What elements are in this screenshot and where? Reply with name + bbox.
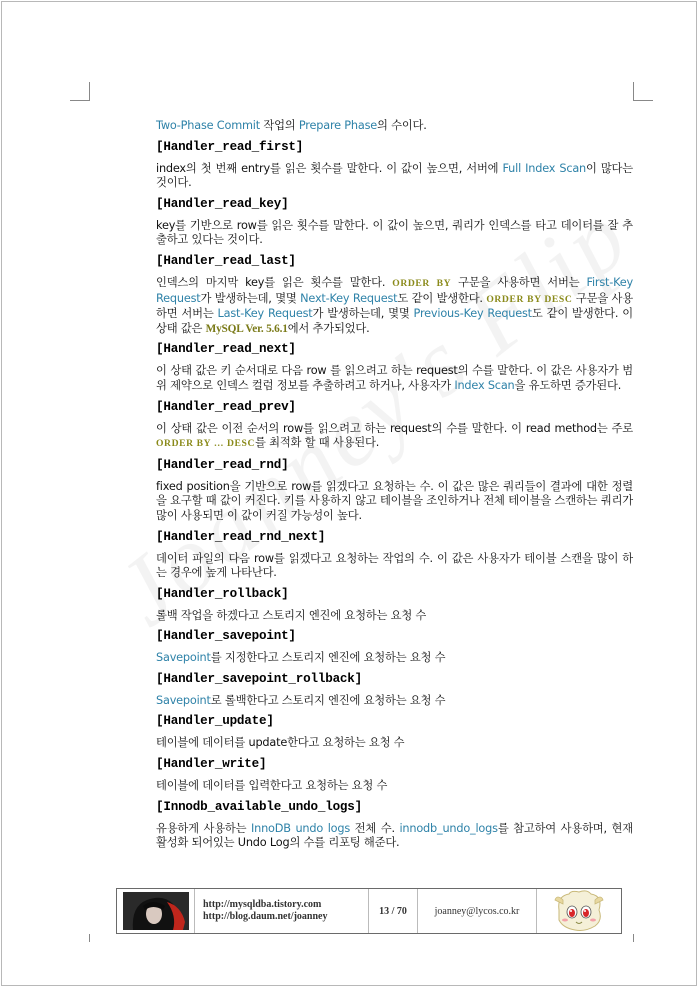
term-highlight: innodb_undo_logs — [399, 821, 498, 835]
body-paragraph — [156, 276, 633, 336]
text-run: 이 상태 값은 키 순서대로 다음 row 를 읽으려고 하는 request의 수를 말한다. 이 값은 사용자가 범위 제약으로 인덱스 컬럼 정보를 추출하려고 하거나, 사용자가 — [156, 364, 633, 392]
version-label: MySQL Ver. 5.6.1 — [205, 322, 288, 335]
section-heading: [Handler_read_key] — [156, 196, 289, 211]
term-highlight: Two-Phase Commit — [156, 119, 260, 132]
section-heading: [Handler_read_last] — [156, 253, 296, 268]
footer-url-daum[interactable]: http://blog.daum.net/joanney — [203, 911, 328, 922]
text-run: 데이터 파일의 다음 row를 읽겠다고 요청하는 작업의 수. 이 값은 사용자가 테이블 스캔을 많이 하는 경우에 높게 나타난다. — [156, 551, 633, 580]
text-run: 작업의 — [259, 119, 299, 132]
term-highlight: Previous-Key Request — [413, 307, 532, 321]
section-heading: [Handler_read_rnd_next] — [156, 529, 326, 544]
text-run: key를 기반으로 row를 읽은 횟수를 말한다. 이 값이 높으면, 쿼리가 인덱스를 타고 데이터를 잘 추출하고 있다는 것이다. — [156, 218, 633, 247]
section-heading: [Handler_read_rnd] — [156, 457, 289, 472]
body-paragraph — [156, 119, 633, 134]
text-run: 롤백 작업을 하겠다고 스토리지 엔진에 요청하는 요청 수 — [156, 608, 427, 622]
section-heading: [Handler_rollback] — [156, 586, 289, 601]
body-paragraph — [156, 219, 633, 248]
section-heading: [Handler_savepoint_rollback] — [156, 671, 363, 686]
text-run: 를 지정한다고 스토리지 엔진에 요청하는 요청 수 — [210, 651, 446, 665]
document-body — [156, 119, 633, 857]
text-run: 인덱스의 마지막 key를 읽은 횟수를 말한다. — [156, 275, 393, 289]
text-run: 를 최적화 할 때 사용된다. — [255, 436, 380, 450]
body-paragraph — [156, 609, 633, 624]
text-run: 구문을 사용하면 서버는 — [156, 291, 633, 321]
body-paragraph — [156, 480, 633, 524]
term-highlight: Full Index Scan — [502, 161, 587, 175]
crop-mark-top-left — [89, 82, 90, 101]
text-run: fixed position을 기반으로 row를 읽겠다고 요청하는 수. 이 값은 많은 쿼리들이 결과에 대한 정렬을 요구할 때 값이 커진다. 키를 사용하지 않고 테이블을 조인하거나 전체 테이블을 스캔하는 쿼리가 많이 사용되면 이 값이 커질 가능성이 높다. — [156, 479, 633, 522]
crop-mark-bottom-left — [89, 934, 90, 942]
text-run: 테이블에 데이터를 update한다고 요청하는 요청 수 — [156, 736, 405, 750]
section-heading: [Handler_write] — [156, 757, 267, 772]
crop-mark-top-left — [70, 100, 90, 101]
footer-email[interactable]: joanney@lycos.co.kr — [418, 889, 537, 933]
term-highlight: First-Key Request — [156, 275, 634, 305]
section-heading: [Handler_read_first] — [156, 139, 304, 154]
section-heading: [Handler_update] — [156, 714, 274, 729]
body-paragraph — [156, 552, 633, 581]
crop-mark-bottom-right — [633, 934, 634, 942]
section-heading: [Handler_read_prev] — [156, 399, 296, 414]
body-paragraph — [156, 822, 633, 851]
term-highlight: Last-Key Request — [217, 307, 313, 321]
body-paragraph — [156, 694, 633, 709]
footer-links — [195, 889, 369, 933]
text-run: 가 발생하는데, 몇몇 — [312, 307, 414, 321]
text-run: 을 유도하면 증가된다. — [514, 378, 622, 392]
term-highlight: Prepare Phase — [298, 119, 378, 132]
text-run: 이 상태 값은 이전 순서의 row를 읽으려고 하는 request의 수를 말한다. 이 read method는 주로 — [156, 421, 633, 435]
text-run: 테이블에 데이터를 입력한다고 요청하는 요청 수 — [156, 779, 388, 793]
text-run: 유용하게 사용하는 — [156, 821, 251, 835]
sql-keyword: ORDER BY … DESC — [156, 438, 255, 450]
text-run: 가 발생하는데, 몇몇 — [200, 291, 301, 305]
term-highlight: Savepoint — [156, 693, 211, 707]
sql-keyword: ORDER BY — [392, 277, 452, 289]
author-avatar — [117, 889, 195, 933]
body-paragraph — [156, 736, 633, 751]
term-highlight: Index Scan — [454, 378, 515, 392]
footer-url-tistory[interactable]: http://mysqldba.tistory.com — [203, 899, 322, 910]
text-run: 전체 수. — [350, 821, 400, 835]
sql-keyword: ORDER BY DESC — [486, 293, 573, 305]
text-run: 의 수이다. — [377, 119, 427, 132]
crop-mark-top-right — [633, 100, 653, 101]
body-paragraph — [156, 422, 633, 452]
body-paragraph — [156, 651, 633, 666]
term-highlight: Next-Key Request — [300, 291, 398, 305]
text-run: 로 롤백한다고 스토리지 엔진에 요청하는 요청 수 — [210, 693, 446, 707]
text-run: 구문을 사용하면 서버는 — [451, 275, 587, 289]
section-heading: [Handler_savepoint] — [156, 629, 296, 644]
body-paragraph — [156, 162, 633, 191]
term-highlight: Savepoint — [156, 651, 211, 665]
page-footer — [116, 888, 622, 934]
text-run: 에서 추가되었다. — [287, 321, 370, 335]
text-run: index의 첫 번째 entry를 읽은 횟수를 말한다. 이 값이 높으면, 서버에 — [156, 161, 503, 175]
text-run: 도 같이 발생한다. 이 상태 값은 — [156, 307, 633, 335]
text-run: 도 같이 발생한다. — [397, 291, 487, 305]
text-run: 이 많다는 것이다. — [156, 161, 633, 190]
crop-mark-top-right — [633, 82, 634, 101]
text-run: 를 참고하여 사용하며, 현재 활성화 되어있는 Undo Log의 수를 리포팅 해준다. — [156, 821, 633, 850]
section-heading: [Handler_read_next] — [156, 342, 296, 357]
body-paragraph — [156, 779, 633, 794]
page-number: 13 / 70 — [369, 889, 418, 933]
term-highlight: InnoDB undo logs — [251, 821, 351, 835]
mascot-image — [537, 889, 621, 933]
body-paragraph — [156, 364, 633, 393]
section-heading: [Innodb_available_undo_logs] — [156, 799, 363, 814]
